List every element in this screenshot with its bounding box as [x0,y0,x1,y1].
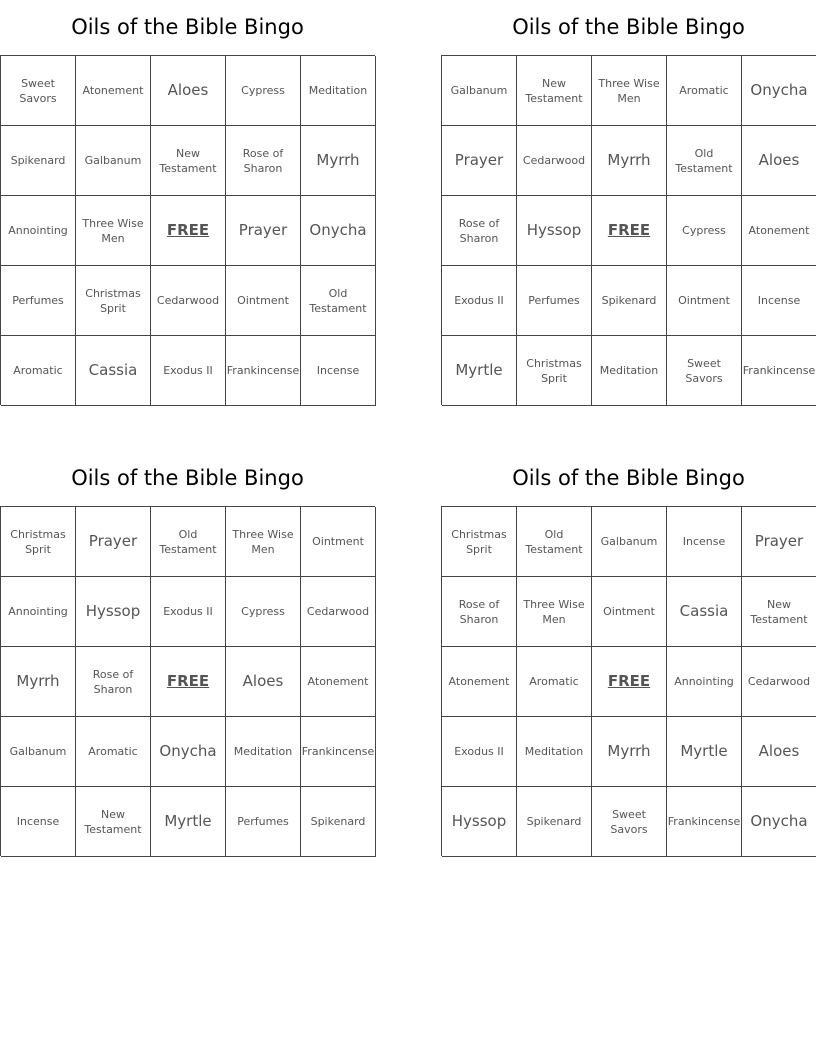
bingo-cell: Frankincense [226,336,301,406]
bingo-cell: Onycha [301,196,376,266]
bingo-card-3 [0,451,375,856]
bingo-cell: Ointment [226,266,301,336]
bingo-cell: Myrrh [1,647,76,717]
bingo-cell: New Testament [742,577,816,647]
bingo-cell: Cedarwood [517,126,592,196]
bingo-cell: Aloes [742,717,816,787]
bingo-cell: Old Testament [667,126,742,196]
bingo-cell: Aromatic [517,647,592,717]
bingo-grid [0,55,375,405]
bingo-cell: Cassia [667,577,742,647]
bingo-grid [441,506,816,856]
bingo-cell: Sweet Savors [667,336,742,406]
card-title: Oils of the Bible Bingo [71,466,304,490]
bingo-cell: Christmas Sprit [517,336,592,406]
bingo-cell: Meditation [517,717,592,787]
bingo-cell: Cedarwood [301,577,376,647]
bingo-cell: Perfumes [1,266,76,336]
bingo-grid [0,506,375,856]
bingo-cell: Aromatic [1,336,76,406]
bingo-card-1 [0,0,375,405]
bingo-cell: Perfumes [226,787,301,857]
bingo-cell: Galbanum [76,126,151,196]
bingo-cell: Hyssop [76,577,151,647]
bingo-cell: Incense [667,507,742,577]
bingo-cell: Atonement [742,196,816,266]
bingo-cell: Galbanum [592,507,667,577]
bingo-cell: Galbanum [442,56,517,126]
bingo-cell: Meditation [226,717,301,787]
bingo-cell: Atonement [76,56,151,126]
bingo-card-2 [441,0,816,405]
bingo-cell: Three Wise Men [592,56,667,126]
bingo-cell: Christmas Sprit [442,507,517,577]
bingo-cell: Myrrh [592,126,667,196]
bingo-cell: Myrtle [151,787,226,857]
bingo-cell: Exodus II [442,266,517,336]
bingo-cell: Myrtle [442,336,517,406]
bingo-cell: Spikenard [301,787,376,857]
card-title: Oils of the Bible Bingo [512,466,745,490]
bingo-cell: Cypress [667,196,742,266]
bingo-cell: Prayer [76,507,151,577]
bingo-cell: Prayer [442,126,517,196]
bingo-cell: Cypress [226,56,301,126]
card-title: Oils of the Bible Bingo [71,15,304,39]
bingo-cell: Atonement [301,647,376,717]
bingo-cell: Sweet Savors [592,787,667,857]
bingo-cell: Onycha [742,787,816,857]
bingo-card-4 [441,451,816,856]
bingo-cell: Three Wise Men [517,577,592,647]
free-space: FREE [592,647,667,717]
bingo-cell: Incense [301,336,376,406]
bingo-cell: Aloes [151,56,226,126]
bingo-cell: Old Testament [517,507,592,577]
bingo-cell: Frankincense [667,787,742,857]
bingo-cell: Myrrh [301,126,376,196]
bingo-cell: Rose of Sharon [226,126,301,196]
bingo-cell: Cypress [226,577,301,647]
bingo-cell: Christmas Sprit [1,507,76,577]
bingo-cell: Cassia [76,336,151,406]
bingo-cell: Onycha [151,717,226,787]
bingo-cell: Sweet Savors [1,56,76,126]
bingo-cell: Onycha [742,56,816,126]
bingo-cell: Ointment [667,266,742,336]
bingo-cell: Meditation [592,336,667,406]
bingo-cell: Rose of Sharon [76,647,151,717]
bingo-grid [441,55,816,405]
free-space: FREE [151,647,226,717]
bingo-cell: Frankincense [742,336,816,406]
bingo-cell: Aloes [226,647,301,717]
bingo-cell: Incense [742,266,816,336]
bingo-cell: Myrtle [667,717,742,787]
bingo-cell: Galbanum [1,717,76,787]
bingo-cell: Aromatic [76,717,151,787]
bingo-cell: Incense [1,787,76,857]
bingo-cell: Annointing [1,577,76,647]
bingo-cell: Meditation [301,56,376,126]
bingo-cell: Three Wise Men [226,507,301,577]
bingo-cell: Christmas Sprit [76,266,151,336]
bingo-cell: New Testament [76,787,151,857]
free-space: FREE [151,196,226,266]
free-space: FREE [592,196,667,266]
bingo-cell: Frankincense [301,717,376,787]
bingo-cell: Old Testament [151,507,226,577]
bingo-cell: Rose of Sharon [442,577,517,647]
bingo-cell: Spikenard [1,126,76,196]
bingo-cell: Three Wise Men [76,196,151,266]
bingo-cell: Annointing [1,196,76,266]
bingo-cell: Ointment [301,507,376,577]
bingo-cell: Cedarwood [151,266,226,336]
bingo-cell: Aloes [742,126,816,196]
bingo-cell: New Testament [151,126,226,196]
bingo-cell: Perfumes [517,266,592,336]
bingo-cell: Annointing [667,647,742,717]
bingo-cell: Exodus II [442,717,517,787]
bingo-cell: Aromatic [667,56,742,126]
bingo-cell: New Testament [517,56,592,126]
card-title: Oils of the Bible Bingo [512,15,745,39]
bingo-cell: Prayer [226,196,301,266]
bingo-cell: Exodus II [151,577,226,647]
bingo-cell: Atonement [442,647,517,717]
bingo-cell: Old Testament [301,266,376,336]
bingo-cell: Spikenard [517,787,592,857]
bingo-cell: Rose of Sharon [442,196,517,266]
bingo-cell: Hyssop [517,196,592,266]
bingo-cell: Myrrh [592,717,667,787]
bingo-cell: Cedarwood [742,647,816,717]
bingo-cell: Spikenard [592,266,667,336]
bingo-cell: Exodus II [151,336,226,406]
bingo-cell: Hyssop [442,787,517,857]
bingo-cell: Prayer [742,507,816,577]
bingo-cell: Ointment [592,577,667,647]
